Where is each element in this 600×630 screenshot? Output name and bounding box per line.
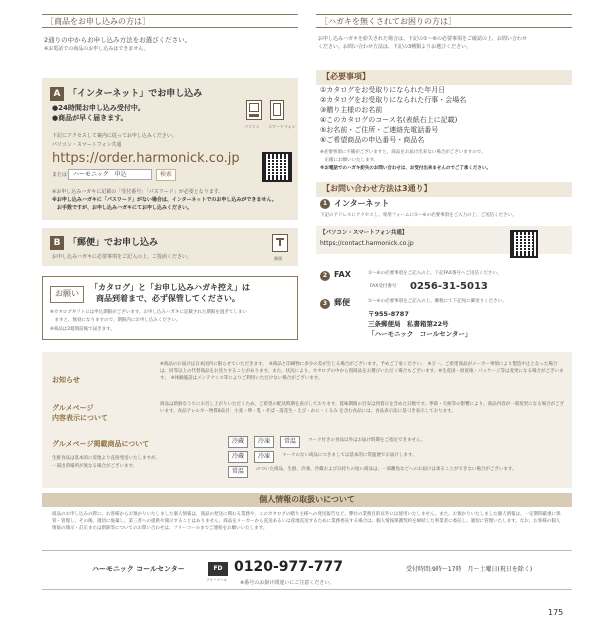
tag-note-2: マークのない商品につきましては基本的に常温便でお届けします。 (282, 453, 417, 458)
contact-post-title: 郵便 (334, 298, 350, 307)
postal-desc: お申し込みハガキに必要事項をご記入の上、ご投函ください。 (52, 254, 193, 260)
notice-tag: お願い (50, 286, 84, 303)
gourmet2-label: グルメページ掲載商品について (52, 440, 150, 448)
contact-num-3: 3 (320, 299, 330, 309)
mailbox-icon-label: 郵便 (274, 256, 282, 261)
contact-post-address: 三条郵便局 私書箱第22号 (368, 320, 449, 328)
internet-note-3: お手数ですが、お申し込みハガキにてお申し込みください。 (52, 205, 193, 211)
contact-post-zip: 〒955-8787 (368, 310, 409, 318)
contact-qr-code[interactable] (510, 230, 538, 258)
notice-sub-2: ますと、無効になりますので、期限内にお申し込みください。 (50, 318, 181, 323)
call-center-phone[interactable]: 0120-977-777 (234, 559, 344, 575)
right-section-header: ［ハガキを無くされてお困りの方は］ (316, 14, 572, 28)
required-items-header: 【必要事項】 (316, 70, 572, 85)
call-center-name: ハーモニック コールセンター (92, 565, 185, 573)
required-note-3: ※お電話でのハガキ紛失のお問い合わせは、お受付出来ませんのでご了承ください。 (320, 166, 491, 171)
order-qr-code[interactable] (262, 152, 292, 182)
contact-internet-desc: 下記のアドレスにアクセスし、専用フォームに①～⑥の必要事項をご入力の上、ご送信ください。 (320, 213, 517, 218)
free-dial-logo-sub: フリーコール (206, 578, 227, 582)
contact-fax-desc: ①～⑥の必要事項をご記入の上、下記FAX番号へご送信ください。 (368, 271, 502, 276)
required-item: ③贈り主様のお名前 (320, 106, 383, 114)
info-notice-label: お知らせ (52, 376, 80, 384)
required-item: ④このカタログのコース名(表紙右上に記載) (320, 116, 458, 124)
gourmet-text: 商品は新鮮なうちにお召し上がりいただくため、ご希望の配送時期を表示しております。賞味期限の目安は到着日を含めた日数です。季節・天候等の影響により、商品内容が一部変更になる場合がございます。食品アレルギー物質8品目：小麦・卵・乳・そば・落花生・えび・かに・くるみ を含む食品には、食品表示法に基づき表示しております。 (160, 402, 565, 414)
smartphone-icon (270, 100, 284, 120)
contact-num-1: 1 (320, 199, 330, 209)
contact-fax-title: FAX (334, 270, 351, 279)
contact-post-destination: 「ハーモニック コールセンター」 (368, 330, 472, 338)
tag-refrigerated: 冷蔵 (228, 436, 248, 448)
call-center-hours: 受付時間:9時～17時 月～土曜日(祝日を除く) (406, 566, 533, 573)
right-intro-2: ください。お問い合わせ方法は、下記の3種類よりお選びください。 (318, 44, 472, 50)
internet-access-text: 下記にアクセスして案内に従ってお申し込みください。 (52, 133, 177, 139)
contact-methods-header: 【お問い合わせ方法は3通り】 (316, 182, 572, 197)
search-button[interactable]: 検索 (156, 169, 176, 181)
left-section-header: ［商品をお申し込みの方は］ (42, 14, 298, 28)
contact-fax-number: 0256-31-5013 (410, 281, 488, 292)
search-input[interactable]: ハーモニック 申込 (68, 169, 152, 180)
privacy-title: 個人情報の取扱いについて (42, 493, 572, 507)
internet-bullet-1: ●24時間お申し込み受付中。 (52, 104, 145, 112)
right-intro-1: お申し込みハガキを紛失された場合は、下記の①～⑥の必要事項をご確認の上、お問い合わせ (318, 36, 527, 42)
gourmet-label-2: 内容表示について (52, 414, 108, 422)
required-item: ⑤お名前・ご住所・ご連絡先電話番号 (320, 126, 439, 134)
required-item: ①カタログをお受取りになられた年月日 (320, 86, 446, 94)
contact-fax-label: FAX受付番号 (370, 284, 397, 289)
contact-url-link[interactable]: https://contact.harmonick.co.jp (320, 240, 414, 247)
contact-post-desc: ①～⑥の必要事項をご記入の上、郵便にて下記宛に御送りください。 (368, 299, 507, 304)
computer-icon (246, 100, 262, 120)
notice-sub-1: ※カタログギフトには申込期限がございます。お申し込みハガキに記載された期限を過ぎてしまい (50, 310, 247, 315)
postal-title: 「郵便」でお申し込み (68, 238, 159, 248)
internet-device-label: パソコン・スマートフォン共通 (52, 142, 122, 148)
postal-letter: B (50, 236, 64, 250)
internet-title: 「インターネット」でお申し込み (68, 89, 203, 99)
notice-line-2: 商品到着まで、必ず保管してください。 (96, 294, 240, 303)
privacy-text: 商品のお申し込みの際に、お客様からお預かりいたしました個人情報は、商品の発送に関わる業務や、このカタログの贈り主様への発送報告など、弊社の業務目的以外には使用いたしません。また、お預かりいたしました個人情報は、一定期間厳重に保管・管理し、その後、適切に廃棄し、第三者への提供や開示することはありません。商品をメーカーから直送あるいは産地直送するために業務委託する場合は、個人情報保護契約を締結した事業者に委託し、適切に管理いたします。なお、お客様の個人情報の開示・訂正または削除等についてのお問い合わせは、フリーコールまでご連絡をお願いいたします。 (52, 512, 561, 531)
internet-letter: A (50, 87, 64, 101)
tag-room-temp: 常温 (228, 466, 248, 478)
notice-sub-3: ※商品は2週間前後で届きます。 (50, 327, 115, 332)
tag-frozen: 冷凍 (254, 451, 274, 463)
required-note-2: 正確にお願いいたします。 (320, 158, 379, 163)
left-intro-note: ※お電話での商品のお申し込みはできません。 (44, 46, 149, 52)
tag-note-1: マーク付きの食品以外はお届け時期をご指定できません。 (308, 438, 426, 443)
tag-frozen: 冷凍 (254, 436, 274, 448)
page-number: 175 (548, 608, 564, 617)
required-note-1: ※必要事項に不備がございますと、商品をお届け出来ない場合がございますので、 (320, 150, 486, 155)
left-intro: 2通りの中からお申し込み方法をお選びください。 (44, 36, 192, 44)
tag-note-3: のついた商品、生鮮、冷凍、冷蔵および日持ちの短い商品は、一部離島などへのお届けは承ることができない場合がございます。 (256, 467, 517, 472)
computer-icon-label: パソコン (244, 124, 260, 129)
required-item: ⑥ご希望商品の申込番号・商品名 (320, 136, 425, 144)
gourmet2-text-1: 生鮮食品は基本的に産地より直接発送いたしますが、 (52, 456, 160, 461)
notice-line-1: 「カタログ」と「お申し込みハガキ控え」は (90, 283, 250, 292)
call-center-phone-note: ※番号のお掛け間違いにご注意ください。 (240, 580, 335, 586)
mailbox-icon (272, 234, 288, 252)
info-notice-text: ※商品のお届けは日本国内に限らせていただきます。 ※商品と印刷物に多少の差が生じる場合がございます。予めご了承ください。 ※万一、ご希望商品がメーカー事情により製造中止となった場合は、同等以上の代替商品をお送りすることがあります。また、状況により、カタログの中から別商品をお選びいただく場合もございます。※生産国・原産地・パッケージ等は変更になる場合がございます。 ※体験施設はメンテナンス等によりご利用いただけない場合がございます。 (160, 362, 564, 381)
gourmet-label-1: グルメページ (52, 404, 94, 412)
tag-room-temp: 常温 (280, 436, 300, 448)
or-label: または (52, 172, 68, 178)
internet-note-2: ※お申し込みハガキに「パスワード」がない場合は、インターネットでのお申し込みができません。 (52, 197, 277, 203)
smartphone-icon-label: スマートフォン (268, 124, 296, 129)
required-item: ②カタログをお受取りになられた行事・会場名 (320, 96, 467, 104)
tag-refrigerated: 冷蔵 (228, 451, 248, 463)
contact-num-2: 2 (320, 271, 330, 281)
contact-internet-title: インターネット (334, 199, 390, 208)
internet-note-1: ※お申し込みハガキに記載の「受付番号」「パスワード」が必要となります。 (52, 189, 224, 195)
free-dial-logo-icon: FD (208, 562, 228, 576)
contact-device-label: 【パソコン・スマートフォン共通】 (320, 230, 408, 236)
internet-bullet-2: ●商品が早く届きます。 (52, 114, 128, 122)
gourmet2-text-2: 一部出荷場所が異なる場合がございます。 (52, 464, 138, 469)
order-url-link[interactable]: https://order.harmonick.co.jp (52, 151, 240, 166)
